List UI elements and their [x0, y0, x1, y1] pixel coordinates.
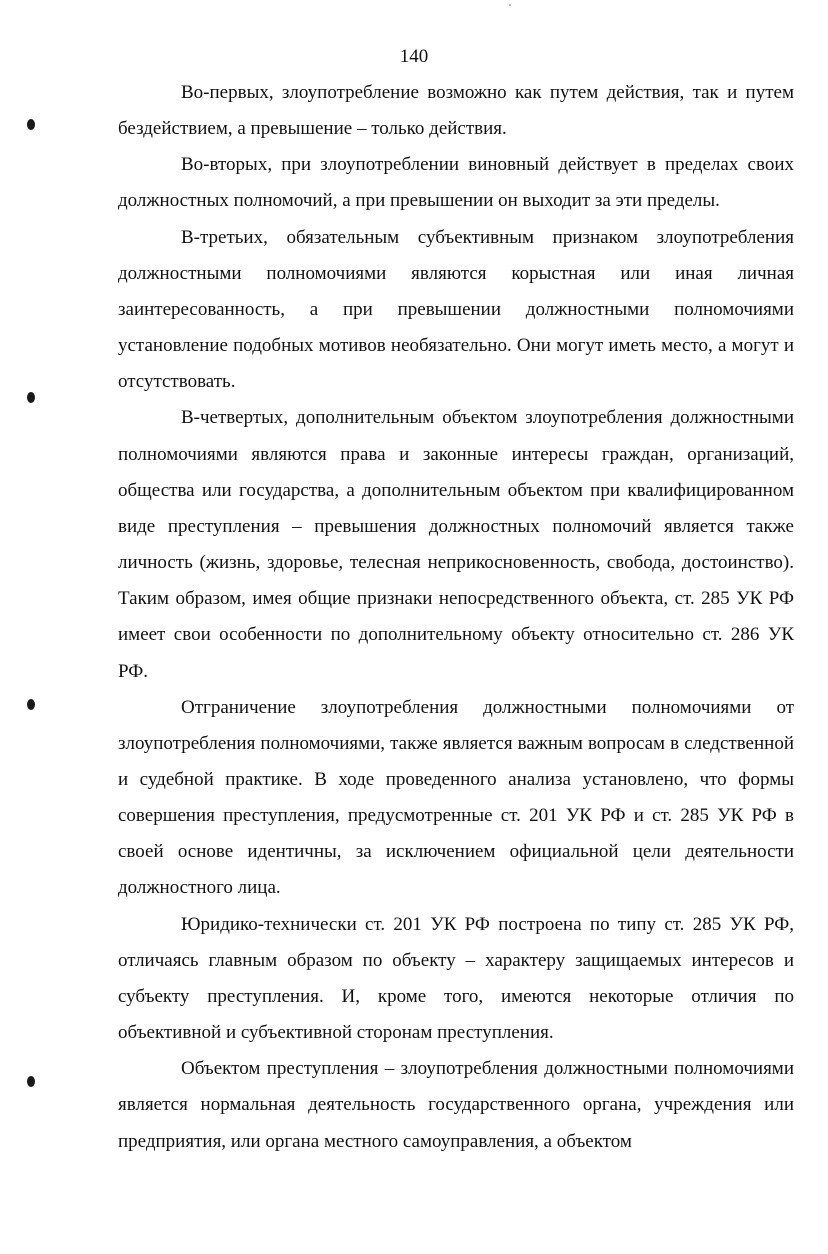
- paragraph: Юридико-технически ст. 201 УК РФ построена по типу ст. 285 УК РФ, отличаясь главным образом по объекту – характеру защищаемых интересов и субъекту преступления. И, кроме того, имеются некоторые отличия по объективной и субъективной сторонам преступления.: [118, 913, 794, 1044]
- paragraph: Отграничение злоупотребления должностными полномочиями от злоупотребления полномочиями, также является важным вопросам в следственной и судебной практике. В ходе проведенного анализа установлено, что формы совершения преступления, предусмотренные ст. 201 УК РФ и ст. 285 УК РФ в своей основе идентичны, за исключением официальной цели деятельности должностного лица.: [118, 696, 794, 899]
- binding-hole-mark: [27, 392, 35, 403]
- binding-hole-mark: [27, 119, 35, 130]
- page-number: 140: [399, 46, 429, 67]
- document-body: [118, 75, 794, 1160]
- binding-hole-mark: [27, 699, 35, 710]
- scan-speck: [509, 4, 511, 6]
- paragraph: Во-первых, злоупотребление возможно как путем действия, так и путем бездействием, а превышение – только действия.: [118, 82, 794, 140]
- paragraph: Во-вторых, при злоупотреблении виновный действует в пределах своих должностных полномочий, а при превышении он выходит за эти пределы.: [118, 154, 794, 212]
- binding-hole-mark: [27, 1076, 35, 1087]
- paragraph: В-четвертых, дополнительным объектом злоупотребления должностными полномочиями являются права и законные интересы граждан, организаций, общества или государства, а дополнительным объектом при квалифицированном виде преступления – превышения должностных полномочий является также личность (жизнь, здоровье, телесная неприкосновенность, свобода, достоинство). Таким образом, имея общие признаки непосредственного объекта, ст. 285 УК РФ имеет свои особенности по дополнительному объекту относительно ст. 286 УК РФ.: [118, 407, 794, 682]
- paragraph: В-третьих, обязательным субъективным признаком злоупотребления должностными полномочиями являются корыстная или иная личная заинтересованность, а при превышении должностными полномочиями установление подобных мотивов необязательно. Они могут иметь место, а могут и отсутствовать.: [118, 226, 794, 393]
- paragraph: Объектом преступления – злоупотребления должностными полномочиями является нормальная деятельность государственного органа, учреждения или предприятия, или органа местного самоуправления, а объектом: [118, 1058, 794, 1152]
